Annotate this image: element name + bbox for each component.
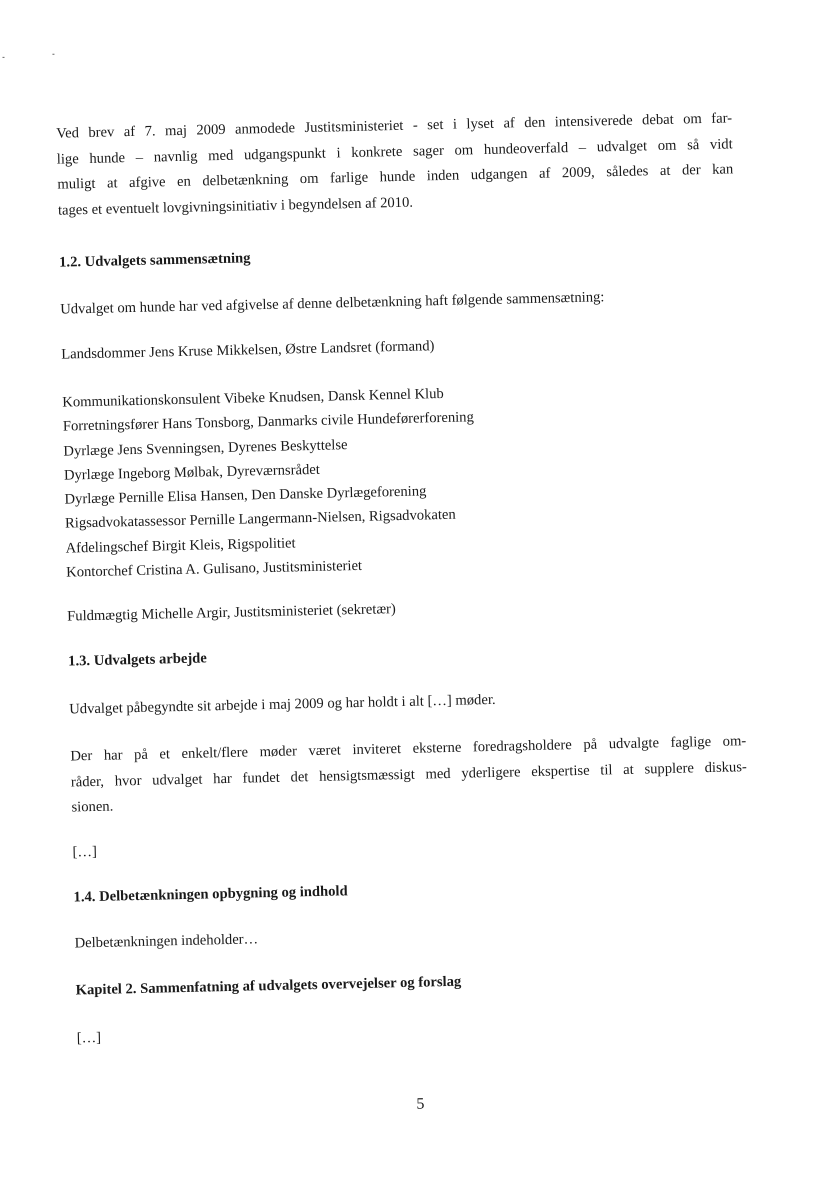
chapter-heading-2: Kapitel 2. Sammenfatning af udvalgets overvejelser og forslag bbox=[75, 973, 462, 999]
intro-paragraph bbox=[56, 106, 734, 223]
member-item: Afdelingschef Birgit Kleis, Rigspolitiet bbox=[65, 535, 296, 557]
scan-speck bbox=[2, 57, 4, 58]
paragraph-line: lige hunde – navnlig med udgangspunkt i konkrete sager om hundeoverfald – udvalget om så vidt bbox=[56, 135, 733, 168]
member-item: Dyrlæge Ingeborg Mølbak, Dyreværnsrådet bbox=[63, 461, 321, 484]
paragraph-line: råder, hvor udvalget har fundet det hensigtsmæssigt med yderligere ekspertise til at supplere diskus- bbox=[70, 758, 747, 791]
work-paragraph bbox=[70, 729, 748, 821]
scan-speck bbox=[52, 54, 54, 55]
work-summary: Udvalget påbegyndte sit arbejde i maj 2009 og har holdt i alt […] møder. bbox=[69, 691, 496, 718]
section-heading-1-3: 1.3. Udvalgets arbejde bbox=[68, 650, 208, 670]
paragraph-line: Ved brev af 7. maj 2009 anmodede Justitsministeriet - set i lyset af den intensiverede debat om far- bbox=[56, 110, 733, 142]
omission-marker: […] bbox=[76, 1029, 102, 1047]
paragraph-line: tages et eventuelt lovgivningsinitiativ i begyndelsen af 2010. bbox=[57, 194, 414, 219]
member-item: Forretningsfører Hans Tonsborg, Danmarks civile Hundeførerforening bbox=[62, 409, 474, 435]
chairman-line: Landsdommer Jens Kruse Mikkelsen, Østre Landsret (formand) bbox=[61, 338, 435, 363]
member-item: Rigsadvokatassessor Pernille Langermann-Nielsen, Rigsadvokaten bbox=[64, 507, 456, 533]
paragraph-line: Der har på et enkelt/flere møder været inviteret eksterne foredragsholdere på udvalgte faglige om- bbox=[70, 733, 747, 765]
member-item: Kontorchef Cristina A. Gulisano, Justitsministeriet bbox=[66, 557, 363, 581]
member-item: Dyrlæge Jens Svenningsen, Dyrenes Beskyttelse bbox=[63, 436, 348, 460]
page-number: 5 bbox=[416, 1095, 425, 1113]
member-item: Dyrlæge Pernille Elisa Hansen, Den Danske Dyrlægeforening bbox=[64, 483, 427, 508]
paragraph-line: sionen. bbox=[71, 798, 114, 816]
member-item: Kommunikationskonsulent Vibeke Knudsen, Dansk Kennel Klub bbox=[62, 385, 444, 411]
omission-marker: […] bbox=[72, 843, 98, 861]
contents-line: Delbetænkningen indeholder… bbox=[74, 931, 259, 952]
paragraph-line: muligt at afgive en delbetænkning om farlige hunde inden udgangen af 2009, således at der kan bbox=[57, 161, 734, 193]
secretary-line: Fuldmægtig Michelle Argir, Justitsministeriet (sekretær) bbox=[67, 601, 396, 625]
composition-intro: Udvalget om hunde har ved afgivelse af denne delbetænkning haft følgende sammensætning: bbox=[60, 289, 605, 318]
section-heading-1-4: 1.4. Delbetænkningen opbygning og indhold bbox=[73, 883, 348, 906]
section-heading-1-2: 1.2. Udvalgets sammensætning bbox=[58, 250, 251, 271]
member-list bbox=[62, 375, 742, 585]
